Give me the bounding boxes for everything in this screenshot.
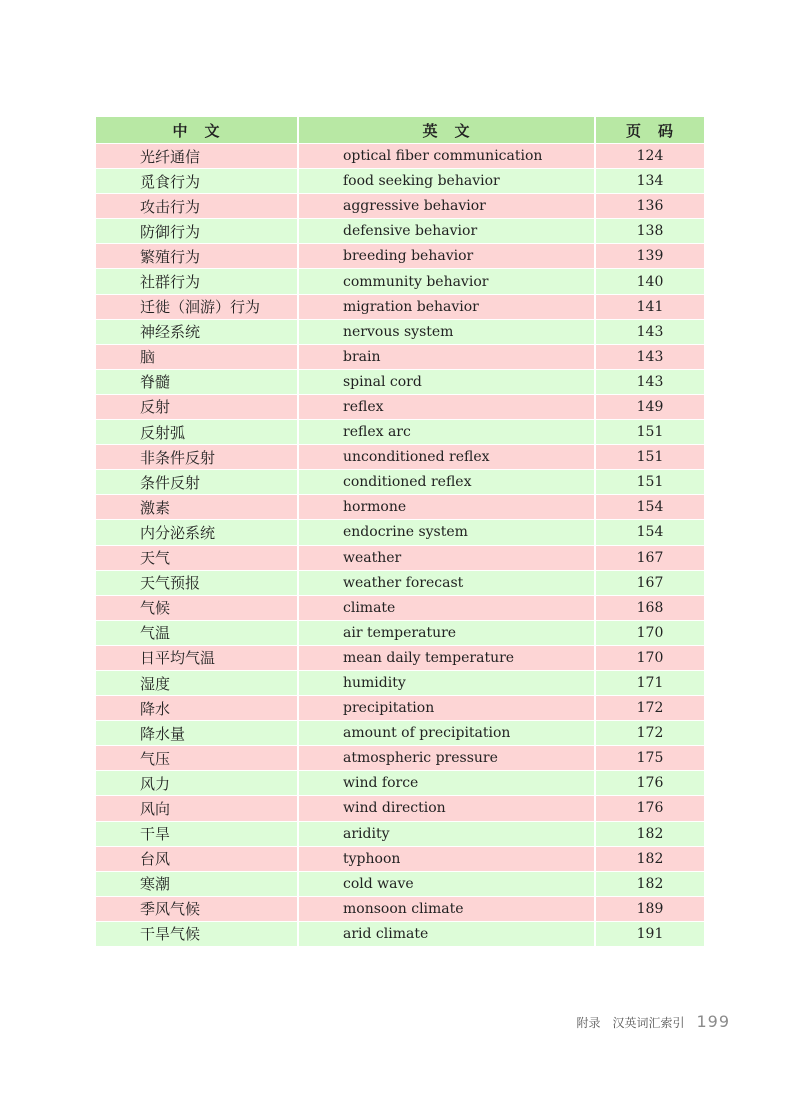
chinese-term-cell: 湿度 (96, 670, 298, 695)
english-term-cell: monsoon climate (298, 896, 595, 921)
table-row (96, 620, 704, 645)
page-number-cell: 154 (595, 495, 704, 520)
chinese-term-cell: 干旱 (96, 821, 298, 846)
page-number-cell: 151 (595, 420, 704, 445)
page-number-cell: 151 (595, 470, 704, 495)
table-row (96, 144, 704, 169)
chinese-term-cell: 反射弧 (96, 420, 298, 445)
table-row (96, 595, 704, 620)
page-number-cell: 167 (595, 545, 704, 570)
english-term-cell: precipitation (298, 696, 595, 721)
english-term-cell: community behavior (298, 269, 595, 294)
page-number-cell: 175 (595, 746, 704, 771)
table-row (96, 369, 704, 394)
table-row (96, 846, 704, 871)
english-term-cell: nervous system (298, 319, 595, 344)
english-term-cell: hormone (298, 495, 595, 520)
table-row (96, 169, 704, 194)
chinese-term-cell: 非条件反射 (96, 445, 298, 470)
english-term-cell: unconditioned reflex (298, 445, 595, 470)
page-number-cell: 172 (595, 696, 704, 721)
page-number-cell: 176 (595, 796, 704, 821)
page-footer (576, 1012, 730, 1031)
page-number-cell: 191 (595, 921, 704, 946)
table-row (96, 670, 704, 695)
chinese-term-cell: 降水 (96, 696, 298, 721)
english-term-cell: breeding behavior (298, 244, 595, 269)
english-term-cell: aridity (298, 821, 595, 846)
english-term-cell: typhoon (298, 846, 595, 871)
table-row (96, 570, 704, 595)
english-term-cell: cold wave (298, 871, 595, 896)
page-number-cell: 182 (595, 871, 704, 896)
chinese-term-cell: 攻击行为 (96, 194, 298, 219)
table-row (96, 445, 704, 470)
chinese-term-cell: 激素 (96, 495, 298, 520)
english-term-cell: weather (298, 545, 595, 570)
page-number-cell: 143 (595, 319, 704, 344)
english-term-cell: endocrine system (298, 520, 595, 545)
chinese-term-cell: 天气预报 (96, 570, 298, 595)
page-number-cell: 171 (595, 670, 704, 695)
table-row (96, 696, 704, 721)
page-number-cell: 176 (595, 771, 704, 796)
chinese-term-cell: 反射 (96, 394, 298, 419)
table-row (96, 721, 704, 746)
chinese-term-cell: 气候 (96, 595, 298, 620)
page-number: 199 (696, 1012, 730, 1031)
chinese-term-cell: 风向 (96, 796, 298, 821)
english-term-cell: brain (298, 344, 595, 369)
table-row (96, 871, 704, 896)
chinese-term-cell: 降水量 (96, 721, 298, 746)
page-number-cell: 182 (595, 821, 704, 846)
page-number-cell: 182 (595, 846, 704, 871)
chinese-term-cell: 脑 (96, 344, 298, 369)
chinese-term-cell: 条件反射 (96, 470, 298, 495)
english-term-cell: aggressive behavior (298, 194, 595, 219)
table-row (96, 344, 704, 369)
table-row (96, 194, 704, 219)
table-row (96, 645, 704, 670)
chinese-term-cell: 风力 (96, 771, 298, 796)
english-term-cell: air temperature (298, 620, 595, 645)
table-row (96, 921, 704, 946)
english-term-cell: defensive behavior (298, 219, 595, 244)
table-row (96, 545, 704, 570)
page-number-cell: 143 (595, 344, 704, 369)
table-row (96, 746, 704, 771)
table-row (96, 420, 704, 445)
page-number-cell: 143 (595, 369, 704, 394)
chinese-term-cell: 干旱气候 (96, 921, 298, 946)
table-row (96, 796, 704, 821)
chinese-term-cell: 日平均气温 (96, 645, 298, 670)
english-term-cell: optical fiber communication (298, 144, 595, 169)
page-number-cell: 170 (595, 620, 704, 645)
page-number-cell: 136 (595, 194, 704, 219)
english-term-cell: climate (298, 595, 595, 620)
chinese-term-cell: 觅食行为 (96, 169, 298, 194)
page-number-cell: 168 (595, 595, 704, 620)
table-header-row (96, 117, 704, 144)
english-term-cell: amount of precipitation (298, 721, 595, 746)
page-number-cell: 170 (595, 645, 704, 670)
table-row (96, 771, 704, 796)
page-number-cell: 189 (595, 896, 704, 921)
chinese-term-cell: 天气 (96, 545, 298, 570)
english-term-cell: food seeking behavior (298, 169, 595, 194)
english-term-cell: weather forecast (298, 570, 595, 595)
table-row (96, 821, 704, 846)
english-term-cell: mean daily temperature (298, 645, 595, 670)
header-page: 页 码 (595, 117, 704, 144)
chinese-term-cell: 迁徙（洄游）行为 (96, 294, 298, 319)
page-number-cell: 140 (595, 269, 704, 294)
table-row (96, 219, 704, 244)
english-term-cell: reflex (298, 394, 595, 419)
header-chinese: 中 文 (96, 117, 298, 144)
page-number-cell: 141 (595, 294, 704, 319)
english-term-cell: wind direction (298, 796, 595, 821)
english-term-cell: spinal cord (298, 369, 595, 394)
table-row (96, 520, 704, 545)
page-number-cell: 154 (595, 520, 704, 545)
table-row (96, 294, 704, 319)
table-row (96, 244, 704, 269)
chinese-term-cell: 内分泌系统 (96, 520, 298, 545)
page-number-cell: 139 (595, 244, 704, 269)
chinese-term-cell: 气温 (96, 620, 298, 645)
english-term-cell: arid climate (298, 921, 595, 946)
chinese-term-cell: 气压 (96, 746, 298, 771)
table-row (96, 269, 704, 294)
table-row (96, 896, 704, 921)
glossary-table (96, 117, 704, 946)
english-term-cell: wind force (298, 771, 595, 796)
header-english: 英 文 (298, 117, 595, 144)
chinese-term-cell: 寒潮 (96, 871, 298, 896)
chinese-term-cell: 繁殖行为 (96, 244, 298, 269)
chinese-term-cell: 光纤通信 (96, 144, 298, 169)
page-number-cell: 138 (595, 219, 704, 244)
page-number-cell: 167 (595, 570, 704, 595)
table-row (96, 319, 704, 344)
english-term-cell: atmospheric pressure (298, 746, 595, 771)
table-row (96, 470, 704, 495)
table-body (96, 144, 704, 947)
table-row (96, 495, 704, 520)
chinese-term-cell: 社群行为 (96, 269, 298, 294)
english-term-cell: migration behavior (298, 294, 595, 319)
chinese-term-cell: 季风气候 (96, 896, 298, 921)
english-term-cell: reflex arc (298, 420, 595, 445)
chinese-term-cell: 脊髓 (96, 369, 298, 394)
page-number-cell: 151 (595, 445, 704, 470)
english-term-cell: conditioned reflex (298, 470, 595, 495)
english-term-cell: humidity (298, 670, 595, 695)
table-row (96, 394, 704, 419)
page-number-cell: 124 (595, 144, 704, 169)
footer-section-title: 附录 汉英词汇索引 (576, 1016, 685, 1030)
page-number-cell: 134 (595, 169, 704, 194)
chinese-term-cell: 台风 (96, 846, 298, 871)
page-number-cell: 149 (595, 394, 704, 419)
chinese-term-cell: 神经系统 (96, 319, 298, 344)
page-number-cell: 172 (595, 721, 704, 746)
chinese-term-cell: 防御行为 (96, 219, 298, 244)
